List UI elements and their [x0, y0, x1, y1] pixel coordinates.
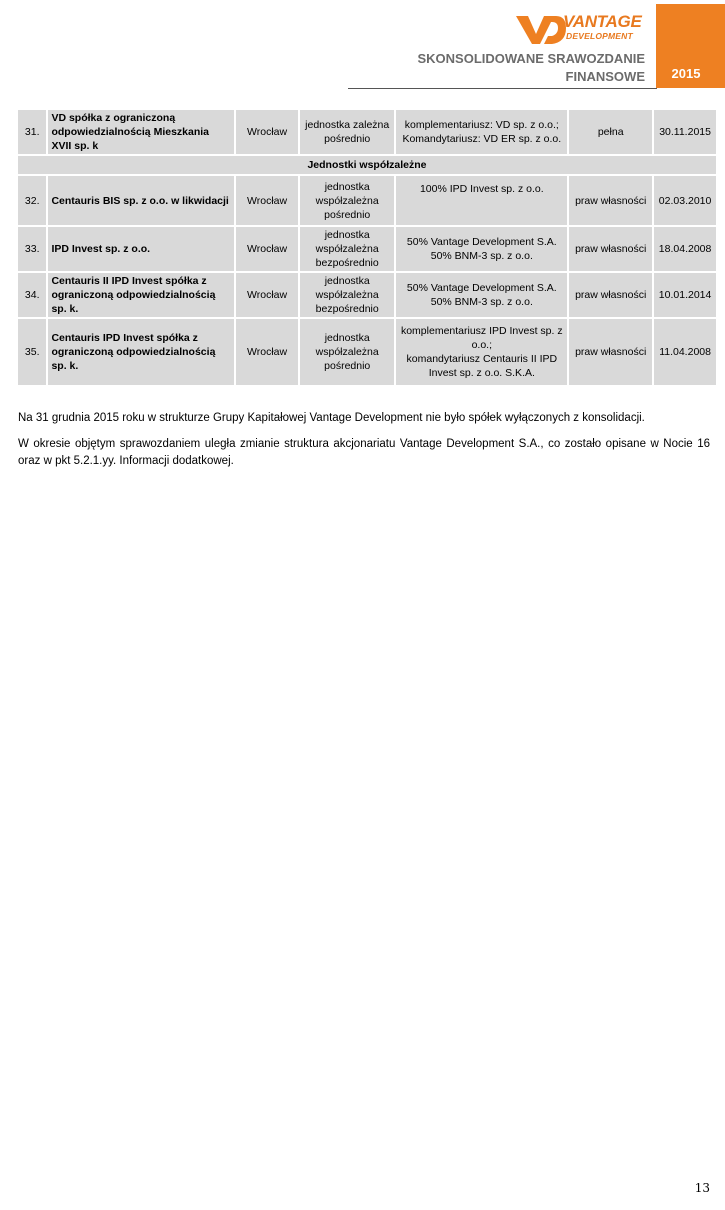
entity-type: jednostka współzależna bezpośrednio [300, 273, 394, 317]
ownership-line: komplementariusz IPD Invest sp. z o.o.; [400, 325, 563, 351]
page-number: 13 [694, 1181, 710, 1195]
header-divider [348, 88, 657, 89]
ownership-line: Komandytariusz: VD ER sp. z o.o. [402, 133, 562, 145]
entity-name: Centauris II IPD Invest spółka z ograniczoną odpowiedzialnością sp. k. [48, 273, 234, 317]
entity-name: IPD Invest sp. z o.o. [48, 227, 234, 271]
ownership-line: 50% BNM-3 sp. z o.o. [430, 296, 533, 308]
report-title [417, 50, 645, 86]
table-row [18, 319, 716, 385]
report-title-line2: FINANSOWE [565, 69, 645, 84]
table-row [18, 176, 716, 225]
ownership-line: 50% Vantage Development S.A. [406, 236, 557, 248]
row-number: 35. [18, 319, 46, 385]
entity-name: Centauris IPD Invest spółka z ograniczoną odpowiedzialnością sp. k. [48, 319, 234, 385]
acquisition-date: 10.01.2014 [654, 273, 716, 317]
ownership-line: komandytariusz Centauris II IPD Invest sp. z o.o. S.K.A. [406, 353, 558, 379]
ownership-line: 50% BNM-3 sp. z o.o. [430, 250, 533, 262]
section-label: Jednostki współzależne [18, 156, 716, 174]
entity-city: Wrocław [236, 319, 298, 385]
acquisition-date: 30.11.2015 [654, 110, 716, 154]
entity-city: Wrocław [236, 273, 298, 317]
ownership-line: 100% IPD Invest sp. z o.o. [419, 183, 544, 195]
entity-name: Centauris BIS sp. z o.o. w likwidacji [48, 176, 234, 225]
entity-type: jednostka współzależna bezpośrednio [300, 227, 394, 271]
row-number: 34. [18, 273, 46, 317]
row-number: 33. [18, 227, 46, 271]
entity-city: Wrocław [236, 110, 298, 154]
paragraph: Na 31 grudnia 2015 roku w strukturze Grupy Kapitałowej Vantage Development nie było spółek wyłączonych z konsolidacji. [18, 412, 645, 424]
acquisition-date: 18.04.2008 [654, 227, 716, 271]
table-row [18, 227, 716, 271]
logo-name: VANTAGE [563, 12, 642, 31]
consolidation-method: praw własności [569, 273, 652, 317]
entity-city: Wrocław [236, 176, 298, 225]
ownership-cell [396, 227, 567, 271]
entity-type: jednostka współzależna pośrednio [300, 176, 394, 225]
table-row [18, 110, 716, 154]
consolidation-method: praw własności [569, 176, 652, 225]
report-year: 2015 [671, 66, 701, 81]
consolidation-method: pełna [569, 110, 652, 154]
acquisition-date: 11.04.2008 [654, 319, 716, 385]
subsidiaries-table [16, 108, 718, 387]
report-title-line1: SKONSOLIDOWANE SRAWOZDANIE [417, 51, 645, 66]
entity-type: jednostka zależna pośrednio [300, 110, 394, 154]
logo-subtitle: DEVELOPMENT [566, 31, 633, 41]
ownership-line: 50% Vantage Development S.A. [406, 282, 557, 294]
paragraph: W okresie objętym sprawozdaniem uległa zmianie struktura akcjonariatu Vantage Development S.A., co zostało opisane w Nocie 16 oraz w pkt 5.2.1.yy. Informacji dodatkowej. [18, 438, 710, 467]
section-row [18, 156, 716, 174]
ownership-cell [396, 110, 567, 154]
entity-type: jednostka współzależna pośrednio [300, 319, 394, 385]
row-number: 31. [18, 110, 46, 154]
ownership-cell [396, 273, 567, 317]
ownership-line: komplementariusz: VD sp. z o.o.; [404, 119, 559, 131]
entity-name: VD spółka z ograniczoną odpowiedzialnością Mieszkania XVII sp. k [48, 110, 234, 154]
ownership-cell [396, 176, 567, 225]
acquisition-date: 02.03.2010 [654, 176, 716, 225]
consolidation-method: praw własności [569, 227, 652, 271]
consolidation-method: praw własności [569, 319, 652, 385]
table-row [18, 273, 716, 317]
row-number: 32. [18, 176, 46, 225]
entity-city: Wrocław [236, 227, 298, 271]
ownership-cell [396, 319, 567, 385]
